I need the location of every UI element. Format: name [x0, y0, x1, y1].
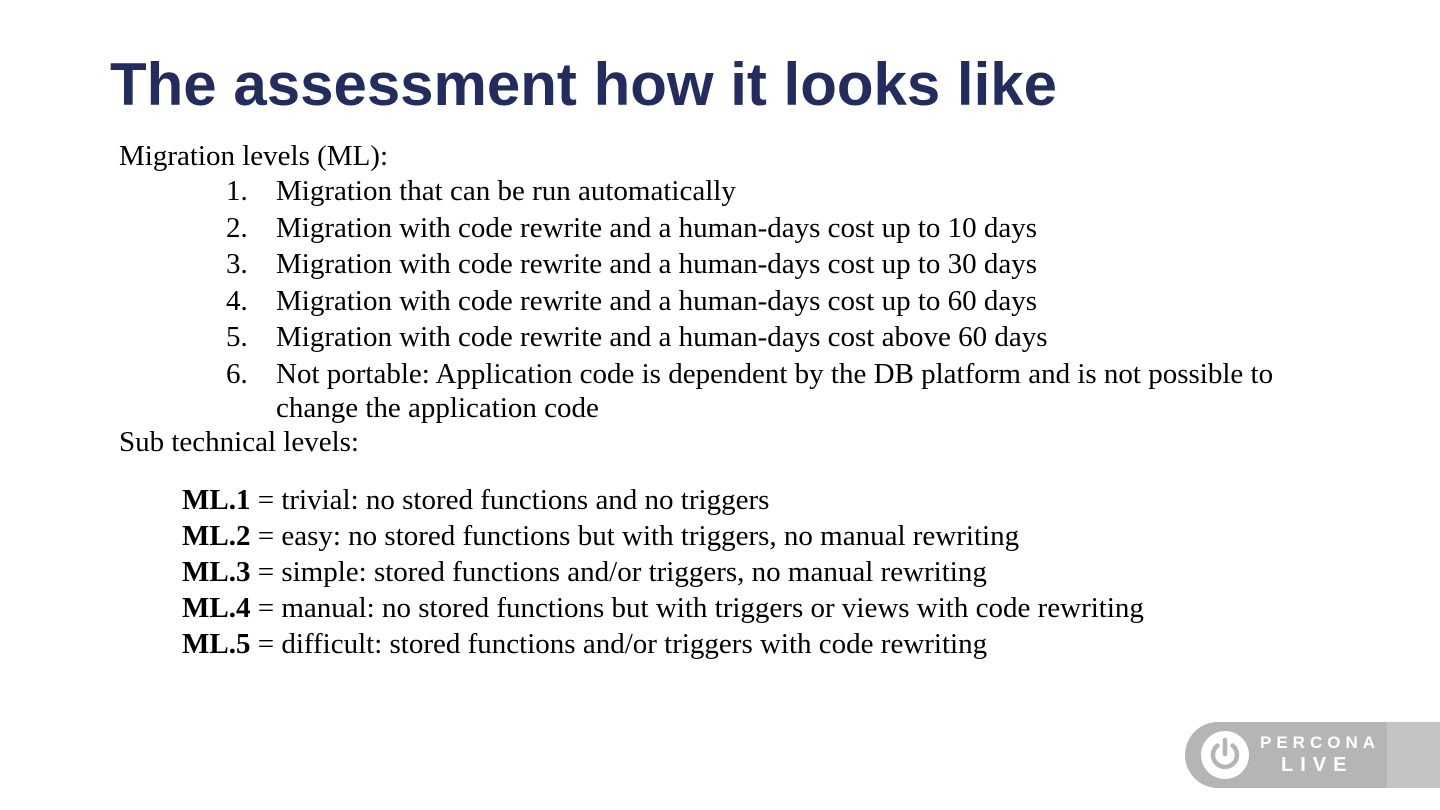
sub-levels-list [182, 482, 1144, 662]
list-item-number: 6. [226, 357, 248, 390]
list-item-text: Migration with code rewrite and a human-days cost up to 60 days [276, 284, 1038, 317]
logo-tab [1387, 722, 1440, 788]
power-icon [1200, 730, 1250, 780]
sub-level-key: ML.4 [182, 592, 251, 624]
list-item-number: 3. [226, 248, 248, 280]
list-item [182, 626, 1144, 662]
list-item [182, 554, 1144, 590]
list-item [226, 357, 1336, 425]
list-item-text: Not portable: Application code is dependent by the DB platform and is not possible to change the application code [276, 357, 1274, 424]
list-item [226, 174, 1336, 208]
logo-text-live: LIVE [1281, 754, 1354, 776]
sub-level-key: ML.1 [182, 484, 251, 516]
sub-level-key: ML.5 [182, 628, 251, 660]
list-item [226, 247, 1336, 281]
migration-levels-list [226, 174, 1336, 427]
list-item-number: 4. [226, 284, 248, 317]
list-item [182, 590, 1144, 626]
logo-text-percona: PERCONA [1260, 733, 1381, 752]
list-item [226, 320, 1336, 354]
percona-live-logo [1185, 722, 1440, 788]
list-item [226, 211, 1336, 245]
sub-level-text: = simple: stored functions and/or triggers, no manual rewriting [250, 556, 987, 588]
list-item-text: Migration with code rewrite and a human-days cost up to 10 days [276, 211, 1038, 244]
list-item [226, 284, 1336, 318]
list-item-number: 2. [226, 211, 248, 244]
list-item [182, 518, 1144, 554]
list-item-number: 1. [226, 175, 248, 207]
sub-level-text: = difficult: stored functions and/or triggers with code rewriting [250, 628, 988, 660]
list-item-text: Migration with code rewrite and a human-days cost up to 30 days [276, 248, 1038, 280]
sub-level-key: ML.3 [182, 556, 251, 588]
list-item-text: Migration with code rewrite and a human-days cost above 60 days [276, 321, 1048, 353]
sub-level-text: = easy: no stored functions but with triggers, no manual rewriting [250, 520, 1020, 552]
sub-level-text: = trivial: no stored functions and no triggers [250, 484, 770, 516]
migration-levels-heading: Migration levels (ML): [119, 140, 389, 172]
sub-levels-heading: Sub technical levels: [119, 426, 359, 458]
list-item-text: Migration that can be run automatically [276, 175, 736, 207]
sub-level-text: = manual: no stored functions but with triggers or views with code rewriting [250, 592, 1144, 624]
list-item [182, 482, 1144, 518]
list-item-number: 5. [226, 321, 248, 353]
sub-level-key: ML.2 [182, 520, 251, 552]
slide-title: The assessment how it looks like [110, 51, 1057, 118]
